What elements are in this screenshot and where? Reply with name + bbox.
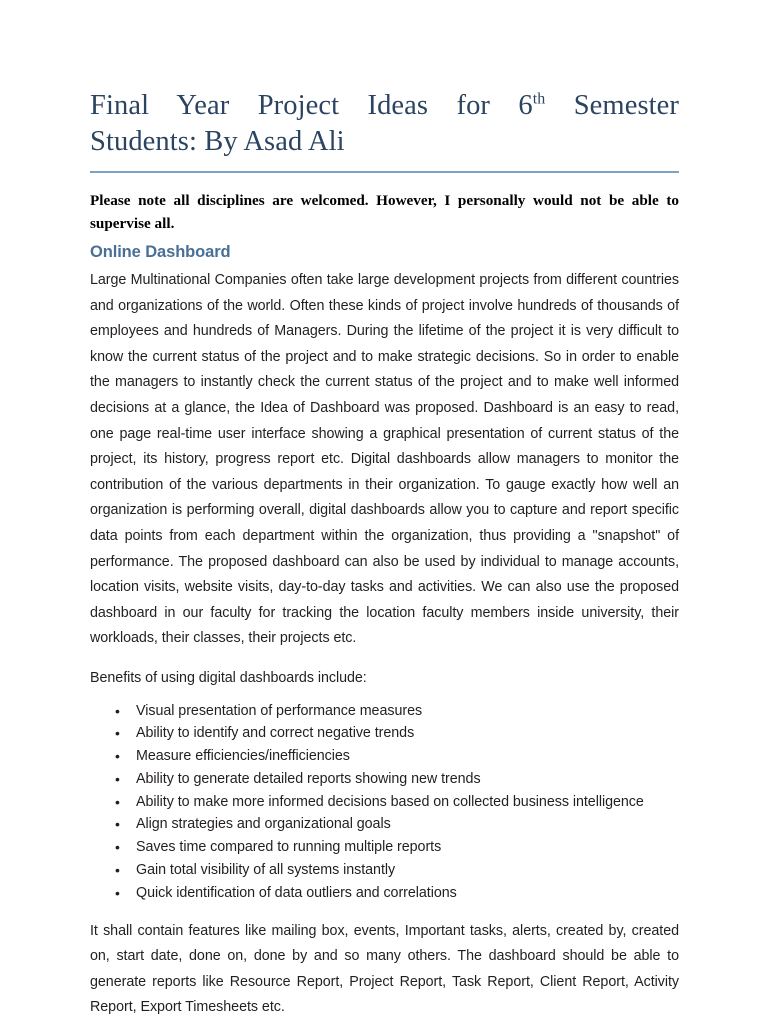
bullet-icon: • — [115, 793, 120, 810]
list-item-label: Ability to make more informed decisions based on collected business intelligence — [136, 793, 644, 810]
page-title-line-2: Students: By Asad Ali — [90, 126, 345, 157]
list-item-label: Align strategies and organizational goals — [136, 816, 391, 833]
list-item-label: Visual presentation of performance measures — [136, 702, 423, 719]
list-item-label: Ability to generate detailed reports showing new trends — [136, 770, 481, 787]
list-item — [90, 700, 679, 723]
list-item-label: Ability to identify and correct negative trends — [136, 725, 415, 742]
ordinal-superscript: th — [532, 90, 546, 108]
list-item — [90, 813, 679, 836]
list-item-label: Saves time compared to running multiple reports — [136, 839, 442, 856]
list-item-label: Gain total visibility of all systems instantly — [136, 862, 396, 879]
bullet-icon: • — [115, 884, 120, 901]
benefits-intro-text: Benefits of using digital dashboards include: — [90, 669, 367, 686]
list-item — [90, 882, 679, 905]
page-title-line-1 — [90, 88, 679, 124]
page-title — [90, 88, 679, 160]
bullet-icon: • — [115, 748, 120, 765]
body-paragraph-overview: Large Multinational Companies often take large development projects from different countries and organizations of the world. Often these kinds of project involve hundreds of thousands of employees and hundreds of Managers. During the lifetime of the project it is very difficult to know the current status of the project and to make strategic decisions. So in order to enable the managers to instantly check the current status of the project and to make well informed decisions at a glance, the Idea of Dashboard was proposed. Dashboard is an easy to read, one page real-time user interface showing a graphical presentation of current status of the project, its history, progress report etc. Digital dashboards allow managers to monitor the contribution of the various departments in their organization. To gauge exactly how well an organization is performing overall, digital dashboards allow you to capture and report specific data points from each department within the organization, thus providing a "snapshot" of performance. The proposed dashboard can also be used by individual to manage accounts, location visits, website visits, day-to-day tasks and activities. We can also use the proposed dashboard in our faculty for tracking the location faculty members inside university, their workloads, their classes, their projects etc. — [90, 272, 679, 647]
title-divider — [90, 171, 679, 173]
list-item — [90, 859, 679, 882]
list-item — [90, 722, 679, 745]
benefits-list — [90, 700, 679, 905]
section-heading-online-dashboard: Online Dashboard — [90, 243, 231, 261]
bullet-icon: • — [115, 839, 120, 856]
list-item — [90, 791, 679, 814]
bullet-icon: • — [115, 725, 120, 742]
bullet-icon: • — [115, 862, 120, 879]
page-title-text-before-superscript: Final Year Project Ideas for 6 — [90, 90, 533, 121]
bullet-icon: • — [115, 770, 120, 787]
bullet-icon: • — [115, 816, 120, 833]
body-paragraph-features: It shall contain features like mailing box, events, Important tasks, alerts, created by, created on, start date, done on, done by and so many others. The dashboard should be able to generate reports like Resource Report, Project Report, Task Report, Client Report, Activity Report, Export Timesheets etc. — [90, 922, 679, 1016]
discipline-note: Please note all disciplines are welcomed. However, I personally would not be able to supervise all. — [90, 192, 679, 232]
list-item — [90, 768, 679, 791]
page-title-text-after-superscript: Semester — [545, 90, 679, 121]
list-item — [90, 836, 679, 859]
bullet-icon: • — [115, 702, 120, 719]
list-item-label: Quick identification of data outliers and correlations — [136, 884, 457, 901]
list-item-label: Measure efficiencies/inefficiencies — [136, 748, 350, 765]
list-item — [90, 745, 679, 768]
